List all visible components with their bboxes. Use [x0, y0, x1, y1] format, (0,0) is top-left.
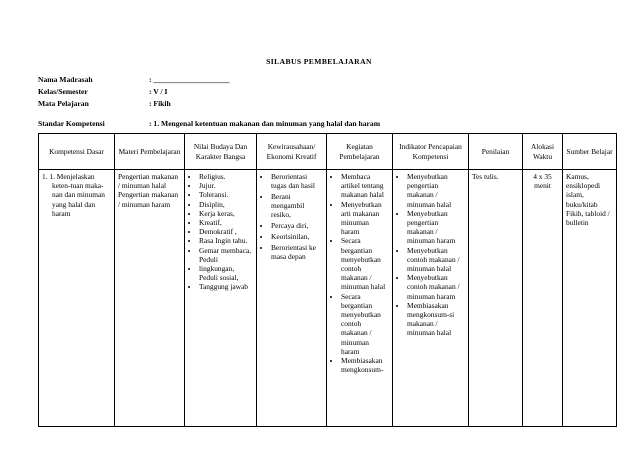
list-item: • Disiplin,: [199, 200, 253, 209]
list-item: • Religius.: [199, 172, 253, 181]
header-kegiatan-pembelajaran: Kegiatan Pembelajaran: [327, 134, 393, 170]
meta-label: Nama Madrasah: [38, 75, 93, 84]
meta-label: Mata Pelajaran: [38, 99, 89, 108]
meta-value: : ____________________: [149, 75, 230, 84]
list-item: • Keorisinilan,: [271, 232, 323, 241]
header-kewirausahaan: Kewirausahaan/ Ekonomi Kreatif: [257, 134, 327, 170]
list-item: • Membiasakan mengkonsum-si makanan / minuman halal: [407, 301, 465, 338]
header-indikator: Indikator Pencapaian Kompetensi: [393, 134, 469, 170]
list-item: • Menyebutkan contoh makanan / minuman haram: [407, 273, 465, 301]
cell-nilai-budaya: [185, 170, 257, 427]
list-item: • Membiasakan mengkonsum-: [341, 356, 389, 374]
header-alokasi-waktu: Alokasi Waktu: [523, 134, 563, 170]
document-title: SILABUS PEMBELAJARAN: [266, 57, 372, 66]
list-item: • Menyebutkan pengertian makanan / minuman halal: [407, 172, 465, 209]
header-materi-pembelajaran: Materi Pembelajaran: [115, 134, 185, 170]
list-item: • Kreatif,: [199, 218, 253, 227]
list-item: • Menyebutkan contoh makanan / minuman halal: [407, 246, 465, 274]
meta-value: : V / I: [149, 87, 168, 96]
cell-kegiatan: [327, 170, 393, 427]
header-sumber-belajar: Sumber Belajar: [563, 134, 617, 170]
list-item: • Berorientasi tugas dan hasil: [271, 172, 323, 190]
list-item: • lingkungan, Peduli sosial,: [199, 264, 253, 282]
cell-kewirausahaan: [257, 170, 327, 427]
list-item: • Berorientasi ke masa depan: [271, 243, 323, 261]
meta-label: Kelas/Semester: [38, 87, 88, 96]
cell-sumber-belajar: Kamus, ensiklopedi islam, buku/kitab Fikih, tabloid / bulletin: [563, 170, 617, 427]
cell-penilaian: Tes tulis.: [469, 170, 523, 427]
cell-materi: Pengertian makanan / minuman halal Pengertian makanan / minuman haram: [115, 170, 185, 427]
list-item: • Demokratif ,: [199, 227, 253, 236]
table-row: [39, 170, 617, 427]
list-item: • Secara bergantian menyebutkan contoh makanan / minuman haram: [341, 292, 389, 356]
kompetensi-text: 1. 1. Menjelaskan keten-tuan maka-nan dan minuman yang halal dan haram: [42, 172, 105, 218]
silabus-table: [38, 133, 617, 427]
list-item: • Membaca artikel tentang makanan halal: [341, 172, 389, 200]
list-item: • Menyebutkan arti makanan minuman haram: [341, 200, 389, 237]
meta-value: : Fikih: [149, 99, 171, 108]
list-item: • Gemar membaca, Peduli: [199, 246, 253, 264]
header-kompetensi-dasar: Kompetensi Dasar: [39, 134, 115, 170]
cell-kompetensi-dasar: [39, 170, 115, 427]
list-item: • Rasa Ingin tahu.: [199, 236, 253, 245]
list-item: • Berani mengambil resiko,: [271, 192, 323, 220]
header-nilai-budaya: Nilai Budaya Dan Karakter Bangsa: [185, 134, 257, 170]
meta-value: : 1. Mengenal ketentuan makanan dan minuman yang halal dan haram: [149, 119, 381, 128]
list-item: • Toleransi.: [199, 190, 253, 199]
list-item: • Secara bergantian menyebutkan contoh makanan / minuman halal: [341, 236, 389, 291]
header-penilaian: Penilaian: [469, 134, 523, 170]
list-item: • Menyebutkan pengertian makanan / minuman haram: [407, 209, 465, 246]
meta-label: Standar Kompetensi: [38, 119, 105, 128]
list-item: • Tanggung jawab: [199, 282, 253, 291]
cell-alokasi-waktu: 4 x 35 menit: [523, 170, 563, 427]
table-header-row: [39, 134, 617, 170]
list-item: • Kerja keras,: [199, 209, 253, 218]
cell-indikator: [393, 170, 469, 427]
list-item: • Jujur.: [199, 181, 253, 190]
list-item: • Percaya diri,: [271, 221, 323, 230]
